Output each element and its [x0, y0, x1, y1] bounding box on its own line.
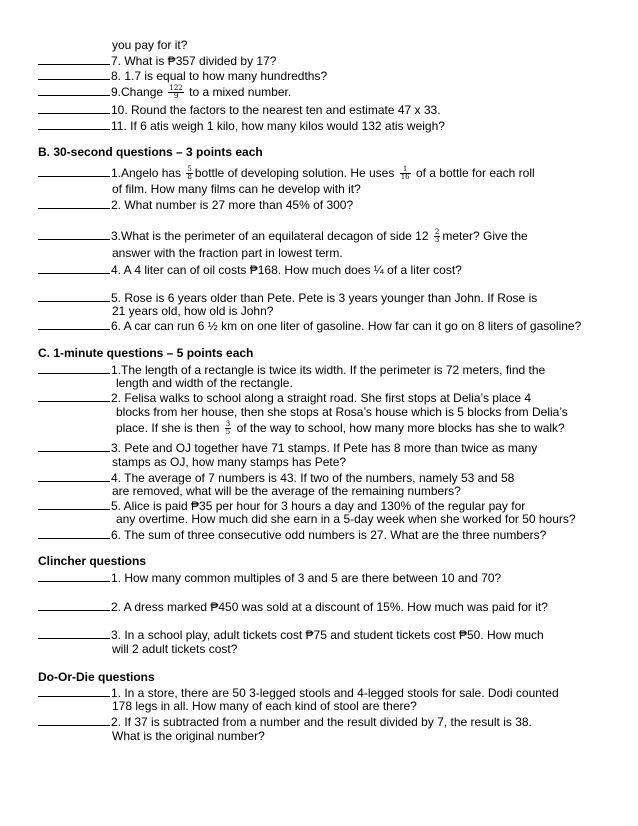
question-b4: 4. A 4 liter can of oil costs ₱168. How much does ¼ of a liter cost? [38, 262, 462, 277]
answer-blank[interactable] [38, 527, 110, 539]
answer-blank[interactable] [38, 714, 110, 726]
question-continuation: answer with the fraction part in lowest term. [112, 246, 343, 260]
question-b2: 2. What number is 27 more than 45% of 300? [38, 197, 353, 212]
fraction: $\frac{1}{16}$ [400, 165, 410, 182]
answer-blank[interactable] [38, 290, 110, 302]
question-b6: 6. A car can run 6 ½ km on one liter of gasoline. How far can it go on 8 liters of gasoline? [38, 318, 581, 333]
question-8: 8. 1.7 is equal to how many hundredths? [38, 68, 327, 83]
section-heading: C. 1-minute questions – 5 points each [38, 346, 254, 360]
answer-blank[interactable] [38, 362, 110, 374]
answer-blank[interactable] [38, 118, 110, 130]
question-continuation: any overtime. How much did she earn in a 5-day week when she worked for 50 hours? [116, 512, 576, 526]
answer-blank[interactable] [38, 228, 110, 240]
question-b5: 5. Rose is 6 years older than Pete. Pete is 3 years younger than John. If Rose is [38, 290, 537, 305]
question-continuation: place. If she is then $\frac{3}{5}$ of the way to school, how many more blocks has she to walk? [116, 420, 565, 437]
question-c5: 5. Alice is paid ₱35 per hour for 3 hours a day and 130% of the regular pay for [38, 498, 525, 513]
question-continuation: 21 years old, how old is John? [112, 304, 274, 318]
answer-blank[interactable] [38, 318, 110, 330]
answer-blank[interactable] [38, 53, 110, 65]
section-heading: Clincher questions [38, 554, 147, 568]
question-b1: 1.Angelo has $\frac{5}{8}$ bottle of developing solution. He uses $\frac{1}{16}$ of a bottle for each roll [38, 165, 535, 181]
question-dod-1: 1. In a store, there are 50 3-legged stools and 4-legged stools for sale. Dodi counted [38, 685, 559, 700]
question-10: 10. Round the factors to the nearest ten and estimate 47 x 33. [38, 102, 441, 117]
question-continuation: you pay for it? [112, 38, 188, 52]
answer-blank[interactable] [38, 599, 110, 611]
question-7: 7. What is ₱357 divided by 17? [38, 53, 276, 68]
answer-blank[interactable] [38, 570, 110, 582]
answer-blank[interactable] [38, 197, 110, 209]
answer-blank[interactable] [38, 498, 110, 510]
fraction: $\frac{3}{5}$ [225, 420, 231, 437]
question-c4: 4. The average of 7 numbers is 43. If two of the numbers, namely 53 and 58 [38, 470, 514, 485]
question-c1: 1.The length of a rectangle is twice its width. If the perimeter is 72 meters, find the [38, 362, 545, 377]
question-9: 9.Change $\frac{122}{9}$ to a mixed number. [38, 84, 291, 100]
section-heading: B. 30-second questions – 3 points each [38, 145, 263, 159]
question-c2: 2. Felisa walks to school along a straight road. She first stops at Delia’s place 4 [38, 390, 531, 405]
answer-blank[interactable] [38, 470, 110, 482]
question-continuation: are removed, what will be the average of the remaining numbers? [112, 484, 461, 498]
question-continuation: stamps as OJ, how many stamps has Pete? [112, 455, 347, 469]
question-11: 11. If 6 atis weigh 1 kilo, how many kilos would 132 atis weigh? [38, 118, 445, 133]
question-c3: 3. Pete and OJ together have 71 stamps. If Pete has 8 more than twice as many [38, 440, 537, 455]
question-continuation: blocks from her house, then she stops at Rosa’s house which is 5 blocks from Delia’s [116, 405, 568, 419]
answer-blank[interactable] [38, 165, 110, 177]
answer-blank[interactable] [38, 440, 110, 452]
fraction: $\frac{2}{3}$ [434, 228, 440, 245]
answer-blank[interactable] [38, 627, 110, 639]
answer-blank[interactable] [38, 68, 110, 80]
question-clincher-1: 1. How many common multiples of 3 and 5 are there between 10 and 70? [38, 570, 501, 585]
question-continuation: of film. How many films can he develop with it? [112, 182, 361, 196]
question-continuation: What is the original number? [112, 729, 265, 743]
answer-blank[interactable] [38, 84, 110, 96]
question-clincher-2: 2. A dress marked ₱450 was sold at a discount of 15%. How much was paid for it? [38, 599, 548, 614]
section-heading: Do-Or-Die questions [38, 670, 155, 684]
question-continuation: length and width of the rectangle. [116, 376, 293, 390]
answer-blank[interactable] [38, 262, 110, 274]
answer-blank[interactable] [38, 390, 110, 402]
question-b3: 3.What is the perimeter of an equilateral decagon of side 12 $\frac{2}{3}$ meter? Give the [38, 228, 528, 244]
answer-blank[interactable] [38, 685, 110, 697]
fraction: $\frac{5}{8}$ [187, 165, 192, 182]
question-continuation: will 2 adult tickets cost? [112, 642, 238, 656]
fraction: $\frac{122}{9}$ [169, 84, 183, 101]
question-clincher-3: 3. In a school play, adult tickets cost ₱75 and student tickets cost ₱50. How much [38, 627, 544, 642]
question-dod-2: 2. If 37 is subtracted from a number and the result divided by 7, the result is 38. [38, 714, 532, 729]
answer-blank[interactable] [38, 102, 110, 114]
question-c6: 6. The sum of three consecutive odd numbers is 27. What are the three numbers? [38, 527, 546, 542]
question-continuation: 178 legs in all. How many of each kind of stool are there? [112, 699, 417, 713]
